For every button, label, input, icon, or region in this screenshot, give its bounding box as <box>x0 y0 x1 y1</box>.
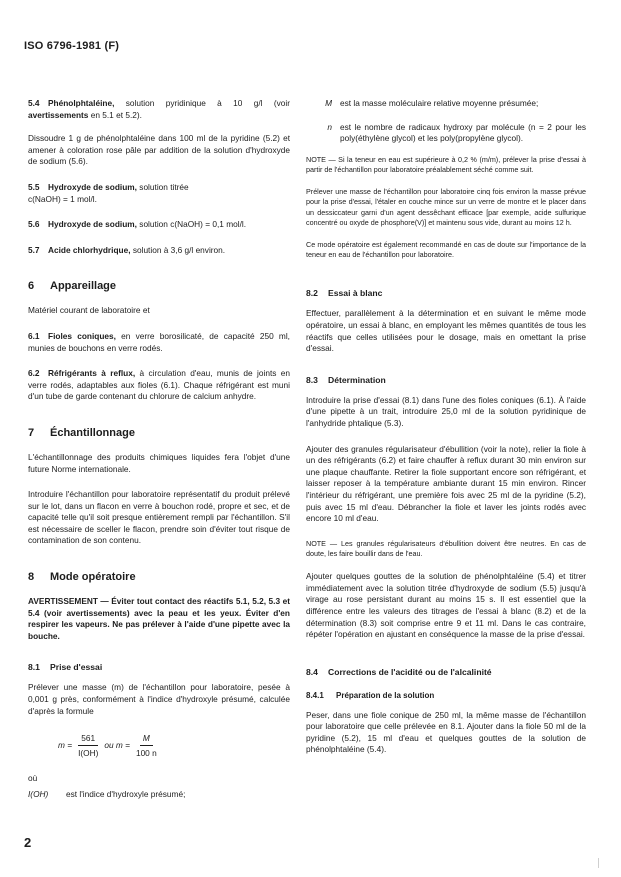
clause-8-3-para-3: Ajouter quelques gouttes de la solution de phénolphtaléine (5.4) et titrer immédiatement avec la solution titrée d'hydroxyde de sodium (5.5) jusqu'à virage au rose persistant durant au moins 15 s. Il est essentiel que la différence entre les valeurs des titrages de l'essai à blanc (8.2) et de la détermination (8.3) soit comprise entre 9 et 11 ml. Dans le cas contraire, répéter l'opération en ajustant en conséquence la masse de la prise d'essai. <box>306 571 586 640</box>
clause-8-2-heading: 8.2 Essai à blanc <box>306 288 383 299</box>
clause-8-3-para-2: Ajouter des granules régularisateur d'ébullition (voir la note), relier la fiole à un des réfrigérants (6.2) et faire chauffer à reflux durant 30 min environ sur une plaque chauffante. Retirer la fiole supportant encore son réfrigérant, et laisser reposer à la température ambiante durant 15 min environ. Rincer l'intérieur du réfrigérant, une première fois avec 25 ml de la pyridine (5.2), puis avec 15 ml d'eau. Débrancher la fiole et laver les joints rodés avec encore 10 ml d'eau. <box>306 443 586 524</box>
fraction-1: $\frac{561}{I(OH)}$ <box>78 732 99 758</box>
document-header: ISO 6796-1981 (F) <box>24 40 120 52</box>
definition-n: n est le nombre de radicaux hydroxy par molécule (n = 2 pour les poly(éthylène glycol) et les poly(propylène glycol). <box>327 121 586 144</box>
section-6-intro: Matériel courant de laboratoire et <box>28 305 150 316</box>
clause-6-2: 6.2 Réfrigérants à reflux, à circulation d'eau, munis de joints en verre rodés, adaptables aux fioles (6.1). Chaque réfrigérant est muni d'un tube de garde contenant du chlorure de calcium anhydre. <box>28 368 290 402</box>
left-column <box>28 98 290 810</box>
clause-5-7: 5.7 Acide chlorhydrique, solution à 3,6 g/l environ. <box>28 244 226 255</box>
section-7-heading: 7 Échantillonnage <box>28 426 135 439</box>
section-7-para-1: L'échantillonnage des produits chimiques liquides fera l'objet d'une future Norme internationale. <box>28 451 290 474</box>
clause-6-1: 6.1 Fioles coniques, en verre borosilicaté, de capacité 250 ml, munies de bouchons en verre rodés. <box>28 330 290 353</box>
section-7-para-2: Introduire l'échantillon pour laboratoire représentatif du produit prélevé sur le lot, dans un flacon en verre à bouchon rodé, propre et sec, et de capacité telle qu'il soit presque entièrement rempli par l'échantillon. S'il est nécessaire de sceller le flacon, prendre soin d'éviter tout risque de contamination de son contenu. <box>28 489 290 546</box>
note-recommendation: Ce mode opératoire est également recommandé en cas de doute sur l'importance de la teneur en eau de l'échantillon pour laboratoire. <box>306 240 586 260</box>
clause-5-4: 5.4 Phénolphtaléine, solution pyridinique à 10 g/l (voir avertissements en 5.1 et 5.2). <box>28 98 290 120</box>
fraction-2: $\frac{M}{100 n}$ <box>135 732 157 758</box>
clause-8-4-heading: 8.4 Corrections de l'acidité ou de l'alcalinité <box>306 666 492 677</box>
definition-ioh: I(OH) est l'indice d'hydroxyle présumé; <box>28 788 186 799</box>
clause-8-3-para-1: Introduire la prise d'essai (8.1) dans l'une des fioles coniques (6.1). À l'aide d'une pipette à un trait, introduire 25,0 ml de la solution pyridinique de l'anhydride phtalique (5.3). <box>306 394 586 428</box>
warning-paragraph: AVERTISSEMENT — Éviter tout contact des réactifs 5.1, 5.2, 5.3 et 5.4 (voir avertissements) avec la peau et les yeux. Éviter d'en respirer les vapeurs. Ne pas prélever à l'aide d'une pipette avec la bouche. <box>28 596 290 641</box>
note-water-content: NOTE — Si la teneur en eau est supérieure à 0,2 % (m/m), prélever la prise d'essai à partir de l'échantillon pour laboratoire préalablement séché comme suit. <box>306 154 586 174</box>
note-boiling-granules: NOTE — Les granules régularisateurs d'ébullition doivent être neutres. En cas de doute, les faire bouillir dans de l'eau. <box>306 538 586 558</box>
note-drying-procedure: Prélever une masse de l'échantillon pour laboratoire cinq fois environ la masse prévue pour la prise d'essai, l'étaler en couche mince sur un verre de montre et le placer dans un dessiccateur garni d'un agent dessêchant efficace [par exemple, acide sulfurique concentré ou oxyde de phosphore(V)] et maintenu sous vide, durant au moins 12 h. <box>306 187 586 227</box>
right-column <box>306 98 586 770</box>
scan-mark <box>598 858 599 868</box>
clause-8-3-heading: 8.3 Détermination <box>306 374 386 385</box>
where-label: où <box>28 773 38 784</box>
clause-5-4-text: Dissoudre 1 g de phénolphtaléine dans 100 ml de la pyridine (5.2) et amener à coloration rose pâle par addition de la solution d'hydroxyde de sodium (5.6). <box>28 133 290 167</box>
section-8-heading: 8 Mode opératoire <box>28 571 136 584</box>
clause-8-4-1-heading: 8.4.1 Préparation de la solution <box>306 690 435 700</box>
clause-8-4-1-text: Peser, dans une fiole conique de 250 ml, la même masse de l'échantillon pour laboratoire que celle prélevée en 8.1. Ajouter dans la fiole 50 ml de la pyridine (5.2), 15 ml d'eau et quelques gouttes de la solution de phénolphtaléine (5.4). <box>306 709 586 755</box>
section-6-heading: 6 Appareillage <box>28 280 117 293</box>
clause-5-5: 5.5 Hydroxyde de sodium, solution titrée c(NaOH) = 1 mol/l. <box>28 181 189 204</box>
mass-formula: m = $\frac{561}{I(OH)}$ ou m = $\frac{M}{100 n}$ <box>58 732 157 758</box>
clause-5-6: 5.6 Hydroxyde de sodium, solution c(NaOH) = 0,1 mol/l. <box>28 219 247 230</box>
clause-8-2-text: Effectuer, parallèlement à la détermination et en suivant le même mode opératoire, un essai à blanc, en employant les mêmes quantités de tous les réactifs que celles utilisées pour le dosage, mais en omettant la prise d'essai. <box>306 308 586 354</box>
definition-m: M est la masse moléculaire relative moyenne présumée; <box>325 98 539 108</box>
clause-8-1-heading: 8.1 Prise d'essai <box>28 662 103 673</box>
clause-8-1-text: Prélever une masse (m) de l'échantillon pour laboratoire, pesée à 0,001 g près, conformément à l'indice d'hydroxyle présumé, calculée d'après la formule <box>28 682 290 716</box>
page-number: 2 <box>24 835 32 850</box>
